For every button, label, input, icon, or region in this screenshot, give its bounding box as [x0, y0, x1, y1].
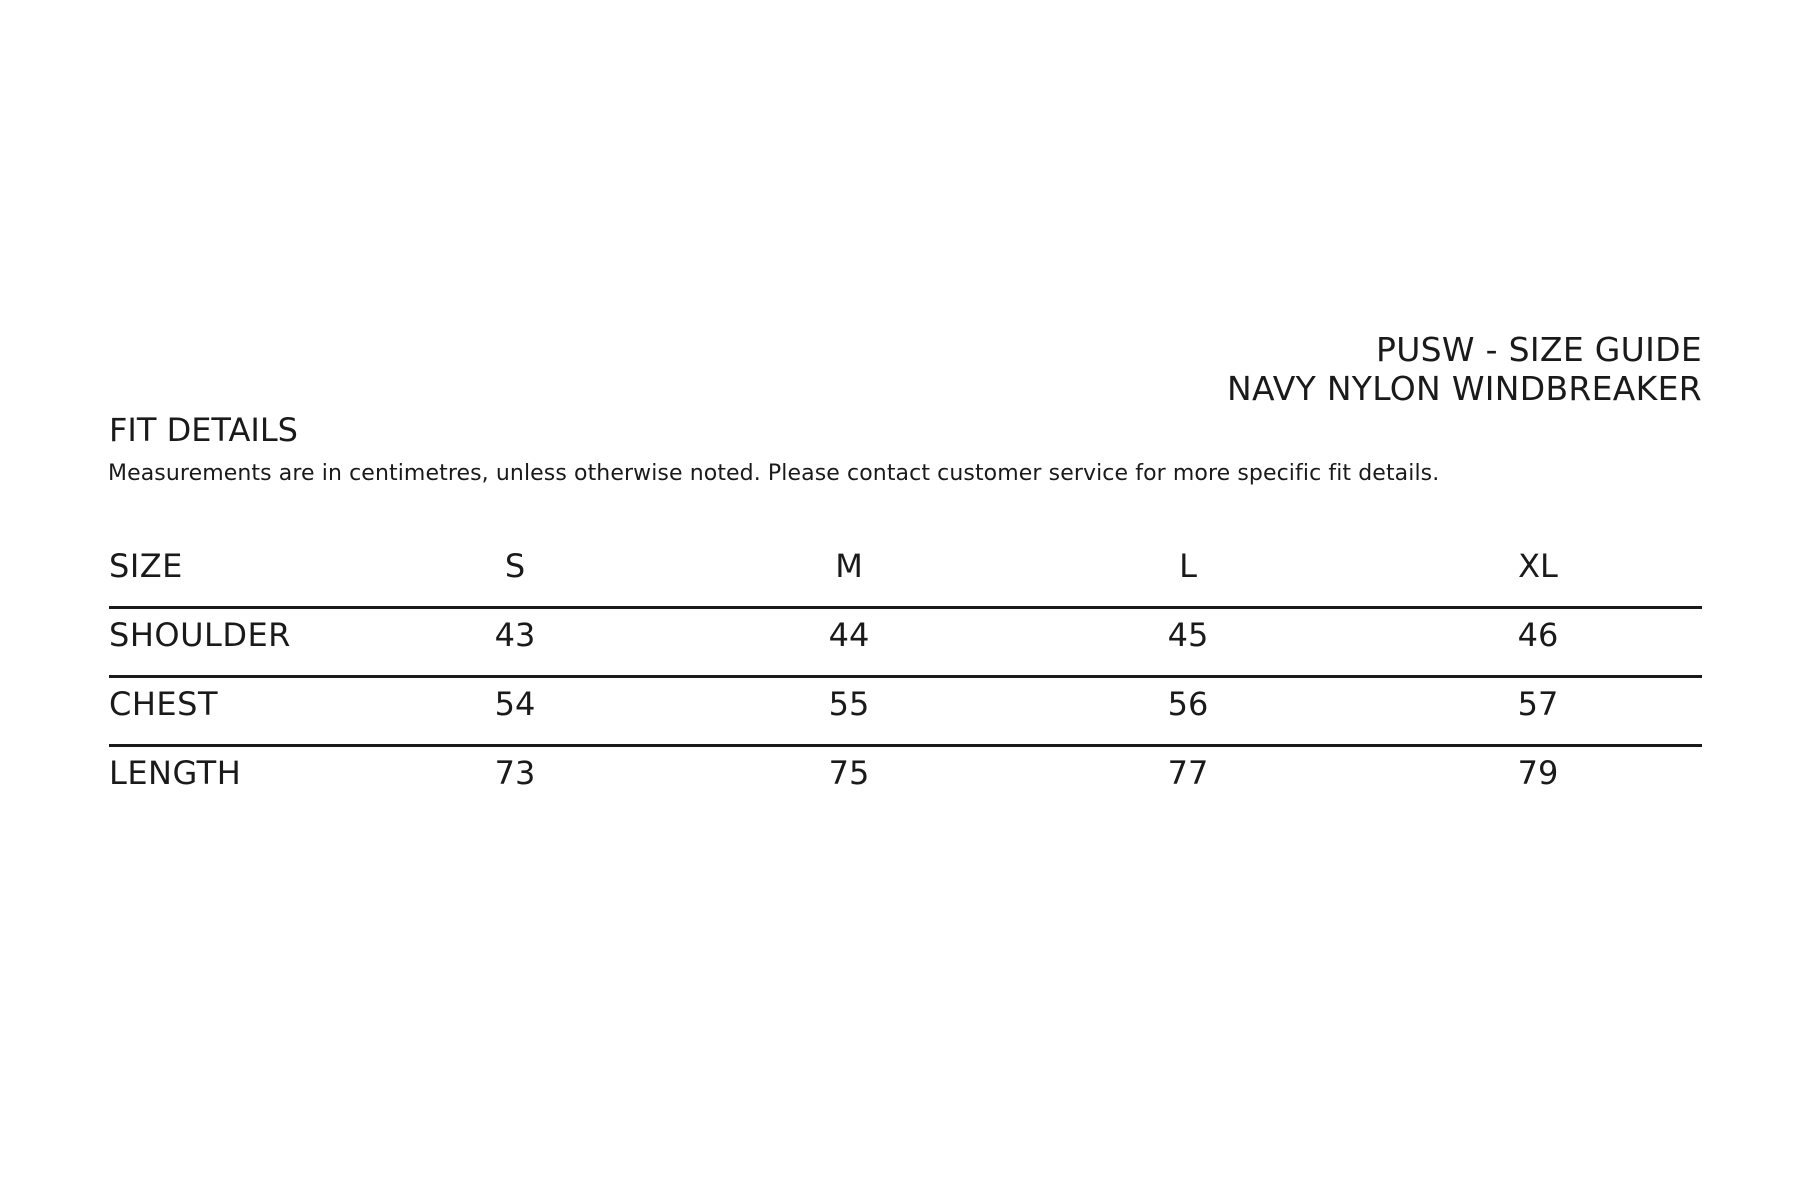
table-row	[109, 678, 1702, 747]
row-label: LENGTH	[109, 754, 242, 792]
table-cell: 43	[494, 616, 536, 654]
table-cell: 56	[1167, 685, 1209, 723]
table-row	[109, 609, 1702, 678]
fit-details-heading: FIT DETAILS	[109, 411, 298, 449]
column-header: L	[1179, 547, 1197, 585]
table-cell: 54	[494, 685, 536, 723]
table-cell: 79	[1517, 754, 1559, 792]
table-cell: 45	[1167, 616, 1209, 654]
row-label: SHOULDER	[109, 616, 291, 654]
size-table	[109, 540, 1702, 816]
column-header: XL	[1518, 547, 1558, 585]
header-label: SIZE	[109, 547, 183, 585]
table-header-row	[109, 540, 1702, 609]
fit-details-note: Measurements are in centimetres, unless otherwise noted. Please contact customer service for more specific fit details.	[108, 461, 1440, 486]
table-row	[109, 747, 1702, 816]
row-label: CHEST	[109, 685, 218, 723]
table-cell: 77	[1167, 754, 1209, 792]
table-cell: 75	[828, 754, 870, 792]
page-title-block	[1227, 330, 1702, 408]
table-cell: 57	[1517, 685, 1559, 723]
table-cell: 55	[828, 685, 870, 723]
table-cell: 73	[494, 754, 536, 792]
column-header: S	[504, 547, 526, 585]
page-title: PUSW - SIZE GUIDE	[1376, 330, 1702, 369]
product-name: NAVY NYLON WINDBREAKER	[1226, 369, 1702, 408]
column-header: M	[835, 547, 863, 585]
table-cell: 46	[1517, 616, 1559, 654]
table-cell: 44	[828, 616, 870, 654]
